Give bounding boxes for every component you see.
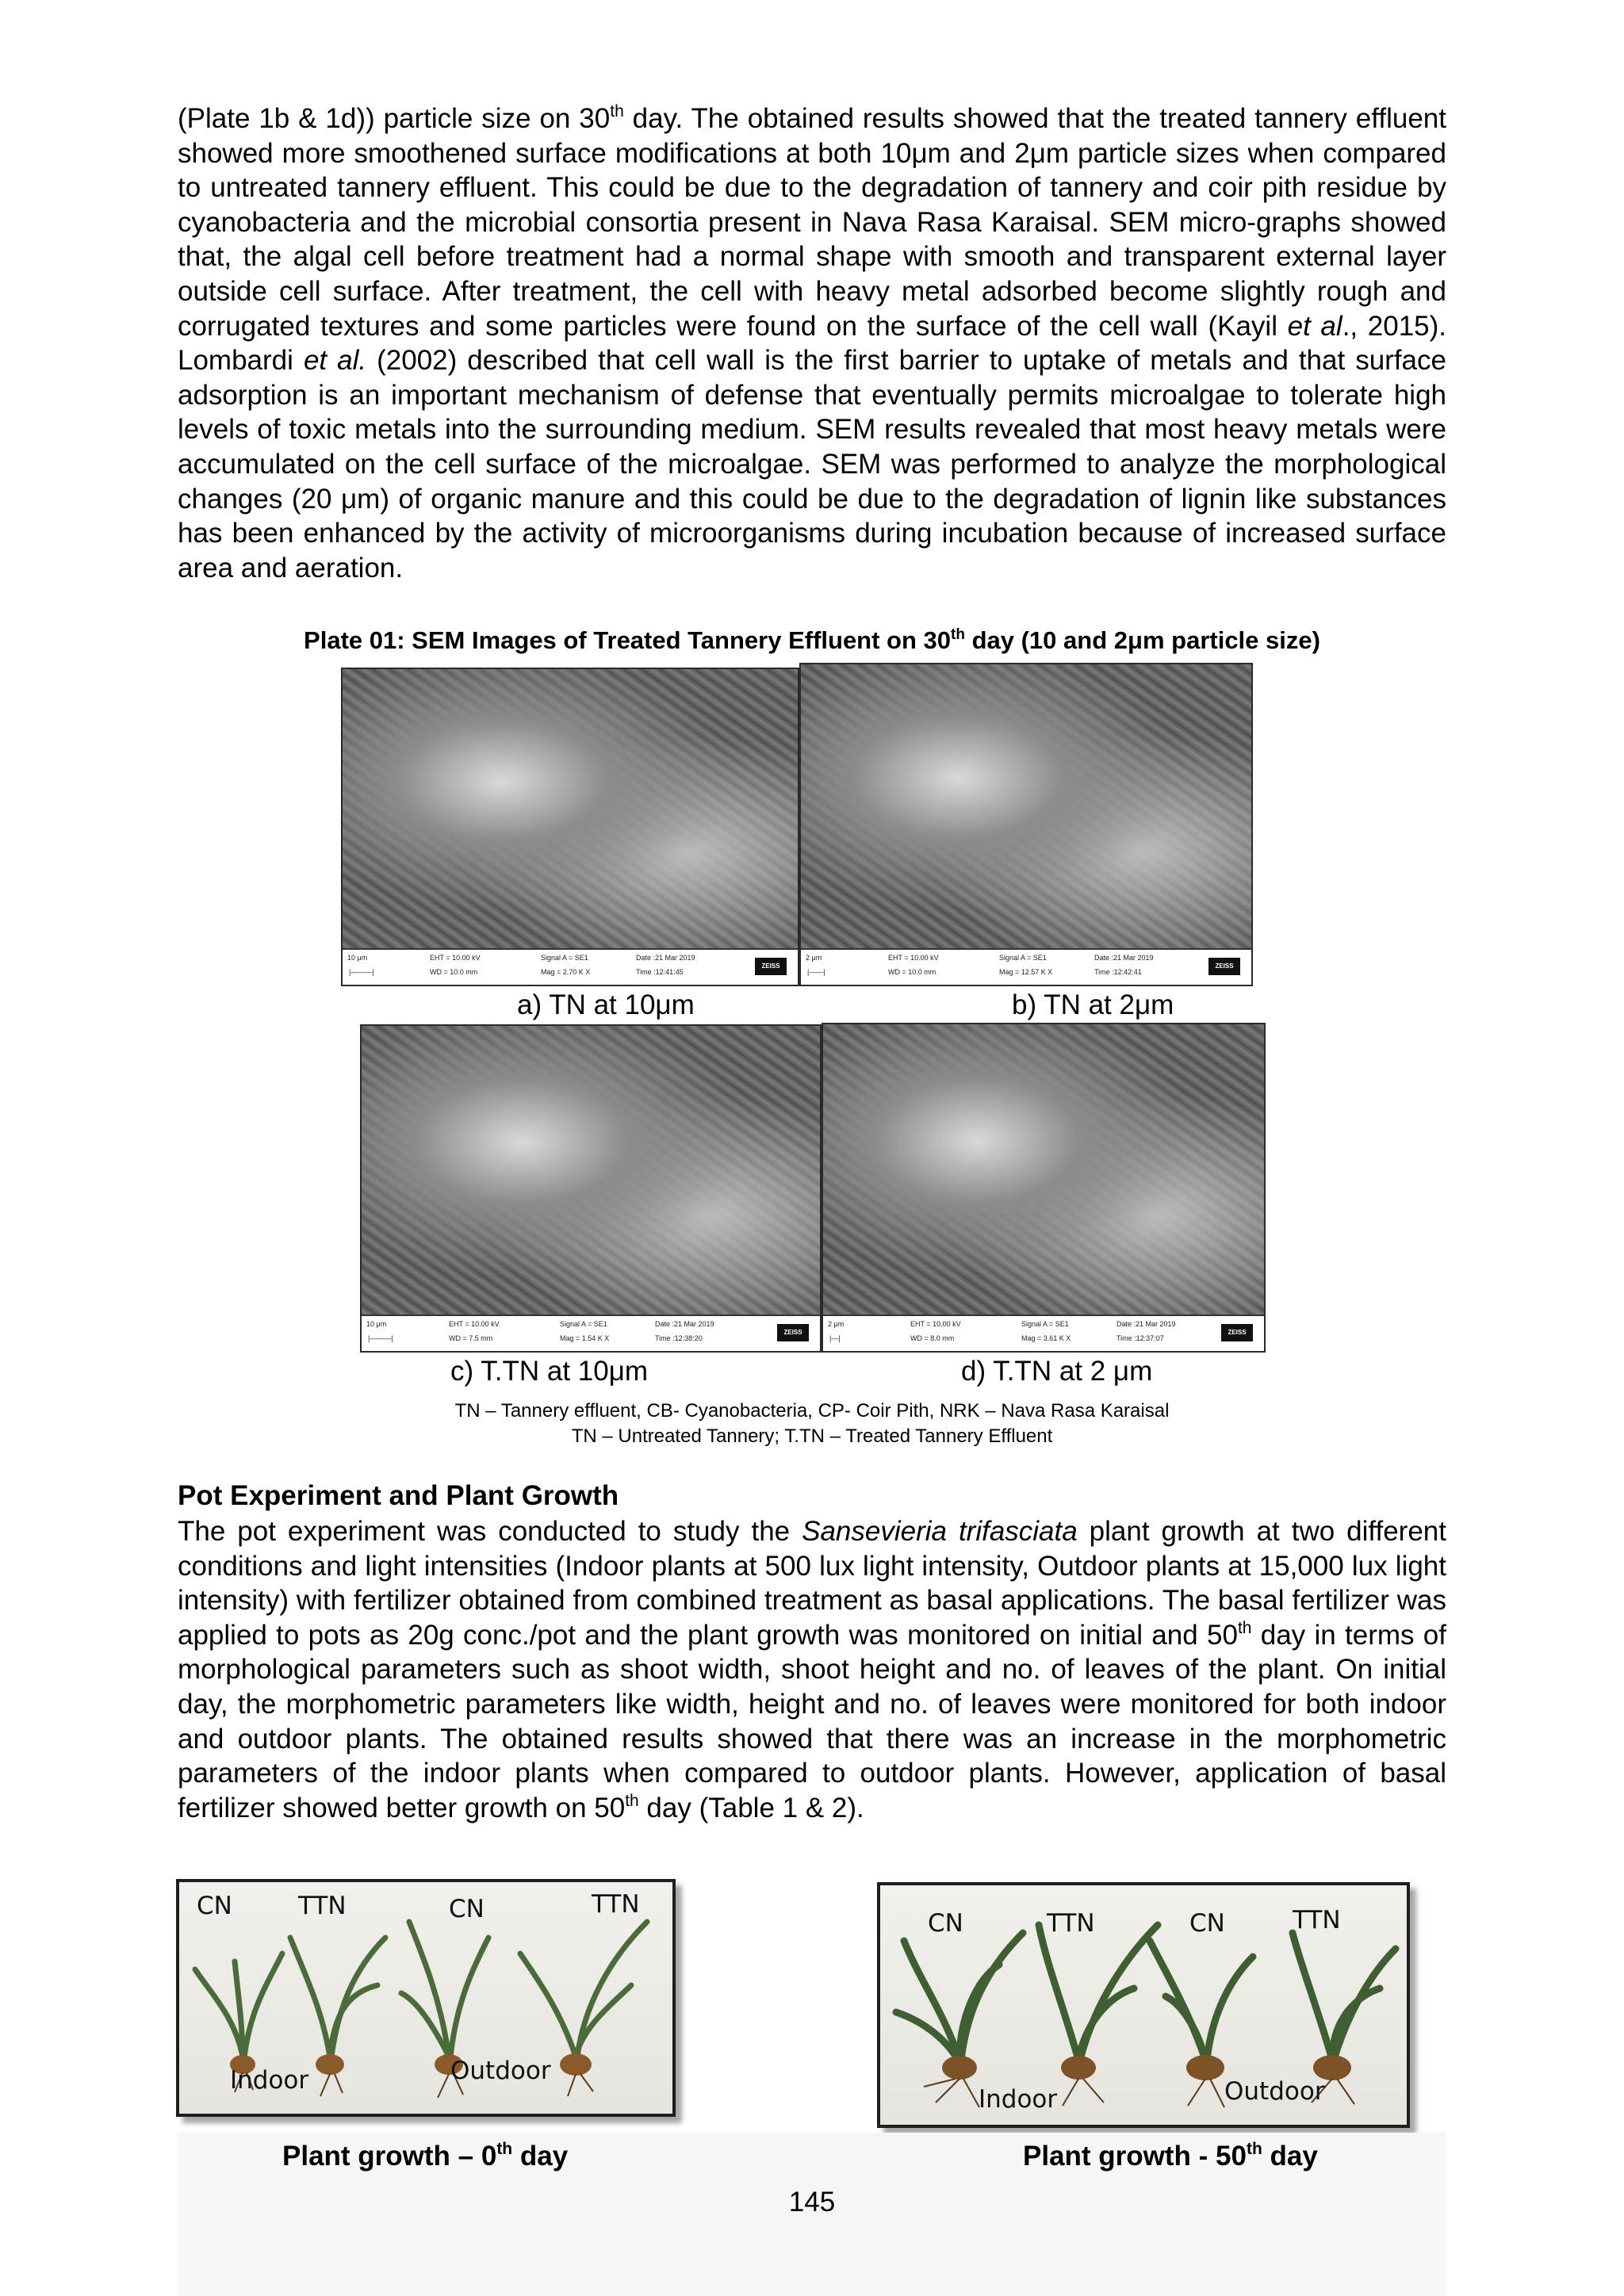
plants-illustration bbox=[888, 1909, 1404, 2123]
plant-label-cn-outdoor: CN bbox=[1189, 1909, 1225, 1938]
zeiss-logo: ZEISS bbox=[755, 958, 787, 975]
sem-micrograph bbox=[823, 1024, 1264, 1316]
sem-info-bar: 2 μm |——| EHT = 10.00 kV WD = 10.0 mm Signal A = SE1 Mag = 12.57 K X Date :21 Mar 2019 Time :12:42:41 ZEISS bbox=[801, 948, 1251, 985]
plant-photo-day-0 bbox=[176, 1879, 676, 2117]
sem-info-bar: 2 μm |—| EHT = 10.00 kV WD = 8.0 mm Signal A = SE1 Mag = 3.61 K X Date :21 Mar 2019 Time :12:37:07 ZEISS bbox=[823, 1314, 1264, 1351]
abbreviations-line-2: TN – Untreated Tannery; T.TN – Treated Tannery Effluent bbox=[571, 1425, 1053, 1447]
plant-label-cn-indoor: CN bbox=[197, 1892, 232, 1920]
sem-info-bar: 10 μm |———| EHT = 10.00 kV WD = 7.5 mm Signal A = SE1 Mag = 1.54 K X Date :21 Mar 2019 Time :12:38:20 ZEISS bbox=[362, 1314, 820, 1351]
zeiss-logo: ZEISS bbox=[1221, 1324, 1253, 1341]
photo-caption-day-50: Plant growth - 50th day bbox=[1023, 2140, 1318, 2172]
photo-caption-day-0: Plant growth – 0th day bbox=[282, 2140, 569, 2172]
pot-paragraph: The pot experiment was conducted to study the Sansevieria trifasciata plant growth at two different conditions and light intensities (Indoor plants at 500 lux light intensity, Outdoor plants at 15,000 lux light intensity) with fertilizer obtained from combined treatment as basal applications. The basal fertilizer was applied to pots as 20g conc./pot and the plant growth was monitored on initial and 50th day in terms of morphological parameters such as shoot width, shoot height and no. of leaves of the plant. On initial day, the morphometric parameters like width, height and no. of leaves were monitored for both indoor and outdoor plants. The obtained results showed that there was an increase in the morphometric parameters of the indoor plants when compared to outdoor plants. However, application of basal fertilizer showed better growth on 50th day (Table 1 & 2). bbox=[178, 1516, 1446, 1823]
group-label-indoor: Indoor bbox=[979, 2085, 1058, 2114]
plant-label-ttn-outdoor: TTN bbox=[592, 1890, 640, 1919]
page-number: 145 bbox=[788, 2187, 836, 2218]
sem-label-b: b) TN at 2μm bbox=[1012, 989, 1174, 1020]
plant-photo-day-50 bbox=[877, 1882, 1410, 2128]
zeiss-logo: ZEISS bbox=[777, 1324, 809, 1341]
group-label-outdoor: Outdoor bbox=[1224, 2077, 1325, 2106]
sem-info-bar: 10 μm |———| EHT = 10.00 kV WD = 10.0 mm Signal A = SE1 Mag = 2.70 K X Date :21 Mar 2019 Time :12:41:45 ZEISS bbox=[343, 948, 798, 985]
section-heading: Pot Experiment and Plant Growth bbox=[178, 1480, 619, 1511]
sem-label-c: c) T.TN at 10μm bbox=[450, 1356, 649, 1387]
sem-image-d bbox=[822, 1023, 1266, 1353]
sem-micrograph bbox=[801, 664, 1251, 950]
plant-label-cn-outdoor: CN bbox=[449, 1895, 485, 1923]
sem-label-a: a) TN at 10μm bbox=[517, 989, 695, 1020]
plate-title: Plate 01: SEM Images of Treated Tannery Effluent on 30th day (10 and 2μm particle size) bbox=[304, 626, 1320, 654]
sem-image-c bbox=[360, 1024, 822, 1353]
intro-paragraph: (Plate 1b & 1d)) particle size on 30th day. The obtained results showed that the treated tannery effluent showed more smoothened surface modifications at both 10μm and 2μm particle sizes when compared to untreated tannery effluent. This could be due to the degradation of tannery and coir pith residue by cyanobacteria and the microbial consortia present in Nava Rasa Karaisal. SEM micro-graphs showed that, the algal cell before treatment had a normal shape with smooth and transparent external layer outside cell surface. After treatment, the cell with heavy metal adsorbed become slightly rough and corrugated textures and some particles were found on the surface of the cell wall (Kayil et al., 2015). Lombardi et al. (2002) described that cell wall is the first barrier to uptake of metals and that surface adsorption is an important mechanism of defense that eventually permits microalgae to tolerate high levels of toxic metals into the surrounding medium. SEM results revealed that most heavy metals were accumulated on the cell surface of the microalgae. SEM was performed to analyze the morphological changes (20 μm) of organic manure and this could be due to the degradation of lignin like substances has been enhanced by the activity of microorganisms during incubation because of increased surface area and aeration. bbox=[178, 102, 1447, 584]
sem-image-b bbox=[799, 663, 1253, 986]
plant-label-cn-indoor: CN bbox=[928, 1909, 963, 1938]
group-label-outdoor: Outdoor bbox=[450, 2057, 551, 2085]
abbreviations-line-1: TN – Tannery effluent, CB- Cyanobacteria, CP- Coir Pith, NRK – Nava Rasa Karaisal bbox=[454, 1400, 1170, 1422]
zeiss-logo: ZEISS bbox=[1208, 958, 1240, 975]
sem-image-a bbox=[341, 668, 799, 986]
plant-label-ttn-indoor: TTN bbox=[1047, 1909, 1095, 1938]
plant-label-ttn-indoor: TTN bbox=[298, 1892, 347, 1920]
group-label-indoor: Indoor bbox=[230, 2066, 309, 2095]
sem-label-d: d) T.TN at 2 μm bbox=[961, 1356, 1153, 1387]
sem-micrograph bbox=[362, 1026, 820, 1316]
sem-micrograph bbox=[343, 669, 798, 950]
plant-label-ttn-outdoor: TTN bbox=[1293, 1906, 1341, 1934]
